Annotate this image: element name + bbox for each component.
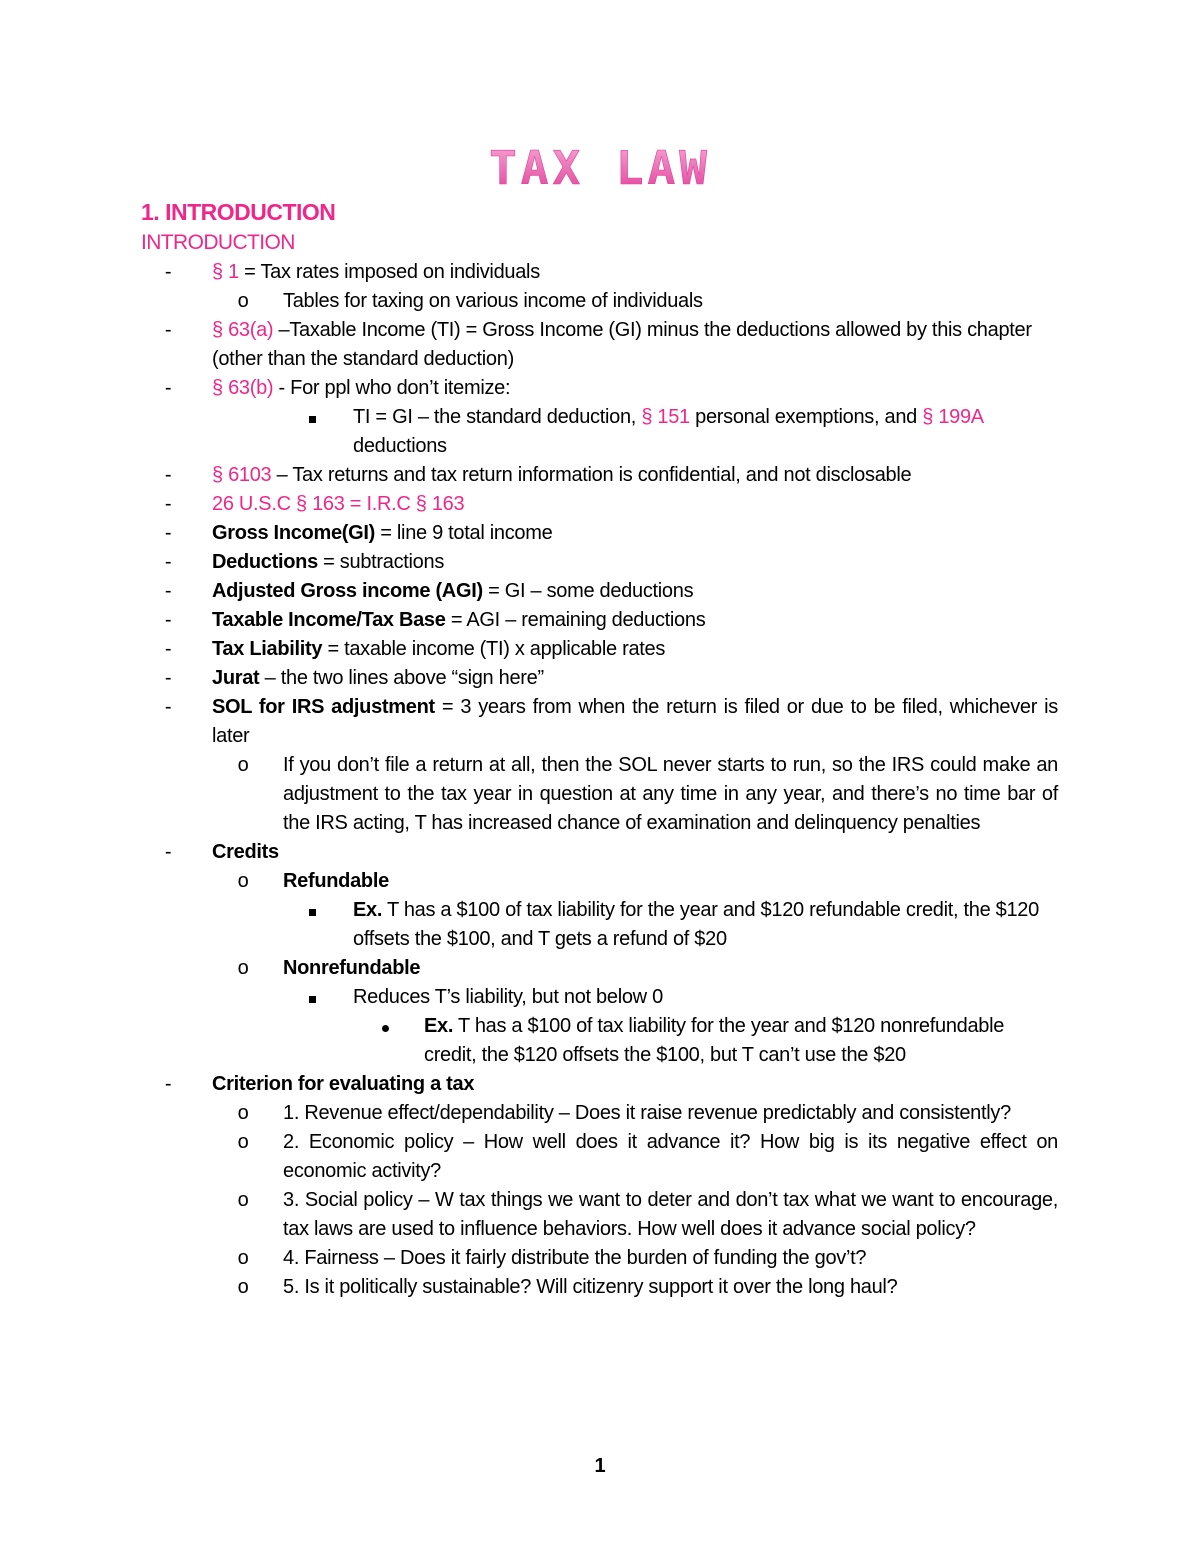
outline-item <box>0 693 1200 751</box>
item-text: = taxable income (TI) x applicable rates <box>322 638 666 660</box>
item-text: = Tax rates imposed on individuals <box>244 261 540 283</box>
dash-bullet: - <box>164 551 172 573</box>
outline-item-text <box>353 896 1058 954</box>
outline-item-text <box>212 519 1058 548</box>
outline-item <box>0 490 1200 519</box>
outline-item-text <box>212 664 1058 693</box>
outline-item <box>0 896 1200 954</box>
outline-item <box>0 548 1200 577</box>
code-section-ref: 26 U.S.C § 163 = I.R.C § 163 <box>212 493 465 515</box>
dash-bullet: - <box>164 319 172 341</box>
outline-item-text <box>212 461 1058 490</box>
outline-item-text <box>283 954 1058 983</box>
circle-bullet-icon: o <box>237 290 249 312</box>
dash-bullet: - <box>164 261 172 283</box>
outline-item-text <box>283 1186 1058 1244</box>
outline-item <box>0 1186 1200 1244</box>
item-text: 1. Revenue effect/dependability – Does it raise revenue predictably and consistently? <box>283 1102 1011 1124</box>
term-label: Ex. <box>424 1015 454 1037</box>
item-text: TI = GI – the standard deduction, <box>353 406 642 428</box>
outline-item-text <box>212 577 1058 606</box>
term-label: Taxable Income/Tax Base <box>212 609 446 631</box>
outline-item <box>0 316 1200 374</box>
item-text: 4. Fairness – Does it fairly distribute the burden of funding the gov’t? <box>283 1247 867 1269</box>
outline-item <box>0 664 1200 693</box>
code-section-ref: § 63(a) <box>212 319 274 341</box>
square-bullet-icon <box>300 403 324 432</box>
outline-item-text <box>353 983 1058 1012</box>
outline-item-text <box>212 490 1058 519</box>
dash-bullet: - <box>164 696 172 718</box>
outline-list <box>0 258 1200 1302</box>
dash-bullet: - <box>164 493 172 515</box>
item-text: Tables for taxing on various income of individuals <box>283 290 703 312</box>
term-label: Adjusted Gross income (AGI) <box>212 580 483 602</box>
code-section-ref: § 63(b) <box>212 377 274 399</box>
outline-item <box>0 1012 1200 1070</box>
circle-bullet-icon: o <box>237 754 249 776</box>
outline-item-text <box>283 287 1058 316</box>
circle-bullet-icon: o <box>237 1102 249 1124</box>
dash-bullet: - <box>164 522 172 544</box>
item-text: 3. Social policy – W tax things we want to deter and don’t tax what we want to encourage, tax laws are used to influence behaviors. How well does it advance social policy? <box>283 1189 1058 1240</box>
outline-item-text <box>212 258 1058 287</box>
item-text: 5. Is it politically sustainable? Will citizenry support it over the long haul? <box>283 1276 898 1298</box>
outline-item-text <box>283 1244 1058 1273</box>
item-text: Reduces T’s liability, but not below 0 <box>353 986 663 1008</box>
term-label: Tax Liability <box>212 638 323 660</box>
outline-item <box>0 258 1200 287</box>
circle-bullet-icon: o <box>237 1247 249 1269</box>
outline-item <box>0 1244 1200 1273</box>
round-bullet-icon <box>373 1012 397 1041</box>
dash-bullet: - <box>164 377 172 399</box>
item-text: - For ppl who don’t itemize: <box>273 377 511 399</box>
outline-item <box>0 403 1200 461</box>
term-label: Jurat <box>212 667 260 689</box>
code-section-ref: § 1 <box>212 261 245 283</box>
outline-item <box>0 1070 1200 1099</box>
outline-item <box>0 1273 1200 1302</box>
outline-item-text <box>353 403 1058 461</box>
outline-item <box>0 867 1200 896</box>
dash-bullet: - <box>164 667 172 689</box>
document-title: TAX LAW <box>489 141 711 195</box>
code-section-ref: § 151 <box>641 406 690 428</box>
outline-item-text <box>283 1128 1058 1186</box>
outline-item <box>0 1128 1200 1186</box>
outline-item <box>0 461 1200 490</box>
outline-item <box>0 606 1200 635</box>
term-label: Ex. <box>353 899 383 921</box>
term-label: Nonrefundable <box>283 957 421 979</box>
outline-item <box>0 838 1200 867</box>
item-text: = AGI – remaining deductions <box>445 609 706 631</box>
page-number: 1 <box>594 1455 606 1477</box>
outline-item-text <box>212 548 1058 577</box>
circle-bullet-icon: o <box>237 957 249 979</box>
square-bullet-icon <box>300 896 324 925</box>
outline-item-text <box>283 1099 1058 1128</box>
dash-bullet: - <box>164 841 172 863</box>
term-label: Criterion for evaluating a tax <box>212 1073 475 1095</box>
subheading: INTRODUCTION <box>141 231 295 254</box>
outline-item-text <box>212 693 1058 751</box>
outline-item-text <box>283 1273 1058 1302</box>
circle-bullet-icon: o <box>237 1131 249 1153</box>
item-text: 2. Economic policy – How well does it advance it? How big is its negative effect on economic activity? <box>283 1131 1058 1182</box>
item-text: personal exemptions, and <box>689 406 923 428</box>
item-text: = line 9 total income <box>375 522 553 544</box>
term-label: Refundable <box>283 870 389 892</box>
dash-bullet: - <box>164 580 172 602</box>
section-heading: 1. INTRODUCTION <box>141 199 336 225</box>
outline-item <box>0 1099 1200 1128</box>
square-bullet-icon <box>300 983 324 1012</box>
outline-item-text <box>212 635 1058 664</box>
item-text: = 3 years from when the return is filed or due to be filed, whichever is later <box>212 696 1058 747</box>
item-text: T has a $100 of tax liability for the year and $120 refundable credit, the $120 offsets the $100, and T gets a refund of $20 <box>353 899 1039 950</box>
circle-bullet-icon: o <box>237 870 249 892</box>
item-text: – Tax returns and tax return information is confidential, and not disclosable <box>271 464 912 486</box>
circle-bullet-icon: o <box>237 1189 249 1211</box>
outline-item-text <box>212 606 1058 635</box>
item-text: = subtractions <box>317 551 445 573</box>
outline-item-text <box>212 316 1058 374</box>
title-graphic <box>470 138 730 198</box>
outline-item <box>0 374 1200 403</box>
item-text: – the two lines above “sign here” <box>259 667 544 689</box>
outline-item <box>0 983 1200 1012</box>
dash-bullet: - <box>164 1073 172 1095</box>
outline-item <box>0 287 1200 316</box>
outline-item <box>0 577 1200 606</box>
outline-item-text <box>212 838 1058 867</box>
code-section-ref: § 199A <box>922 406 983 428</box>
outline-item <box>0 519 1200 548</box>
term-label: Gross Income(GI) <box>212 522 376 544</box>
item-text: If you don’t file a return at all, then the SOL never starts to run, so the IRS could make an adjustment to the tax year in question at any time in any year, and there’s no time bar of the IRS acting, T has increased chance of examination and delinquency penalties <box>283 754 1058 834</box>
outline-item-text <box>212 374 1058 403</box>
dash-bullet: - <box>164 464 172 486</box>
term-label: Credits <box>212 841 279 863</box>
term-label: SOL for IRS adjustment <box>212 696 435 718</box>
item-text: T has a $100 of tax liability for the year and $120 nonrefundable credit, the $120 offsets the $100, but T can’t use the $20 <box>424 1015 1005 1066</box>
outline-item <box>0 954 1200 983</box>
circle-bullet-icon: o <box>237 1276 249 1298</box>
outline-item-text <box>212 1070 1058 1099</box>
item-text: –Taxable Income (TI) = Gross Income (GI) minus the deductions allowed by this chapter (other than the standard deduction) <box>212 319 1032 370</box>
outline-item-text <box>283 751 1058 838</box>
dash-bullet: - <box>164 638 172 660</box>
outline-item <box>0 751 1200 838</box>
outline-item-text <box>283 867 1058 896</box>
outline-item <box>0 635 1200 664</box>
item-text: = GI – some deductions <box>482 580 694 602</box>
term-label: Deductions <box>212 551 318 573</box>
code-section-ref: § 6103 <box>212 464 272 486</box>
item-text: deductions <box>353 435 447 457</box>
outline-item-text <box>424 1012 1058 1070</box>
title-banner <box>0 138 1200 198</box>
dash-bullet: - <box>164 609 172 631</box>
